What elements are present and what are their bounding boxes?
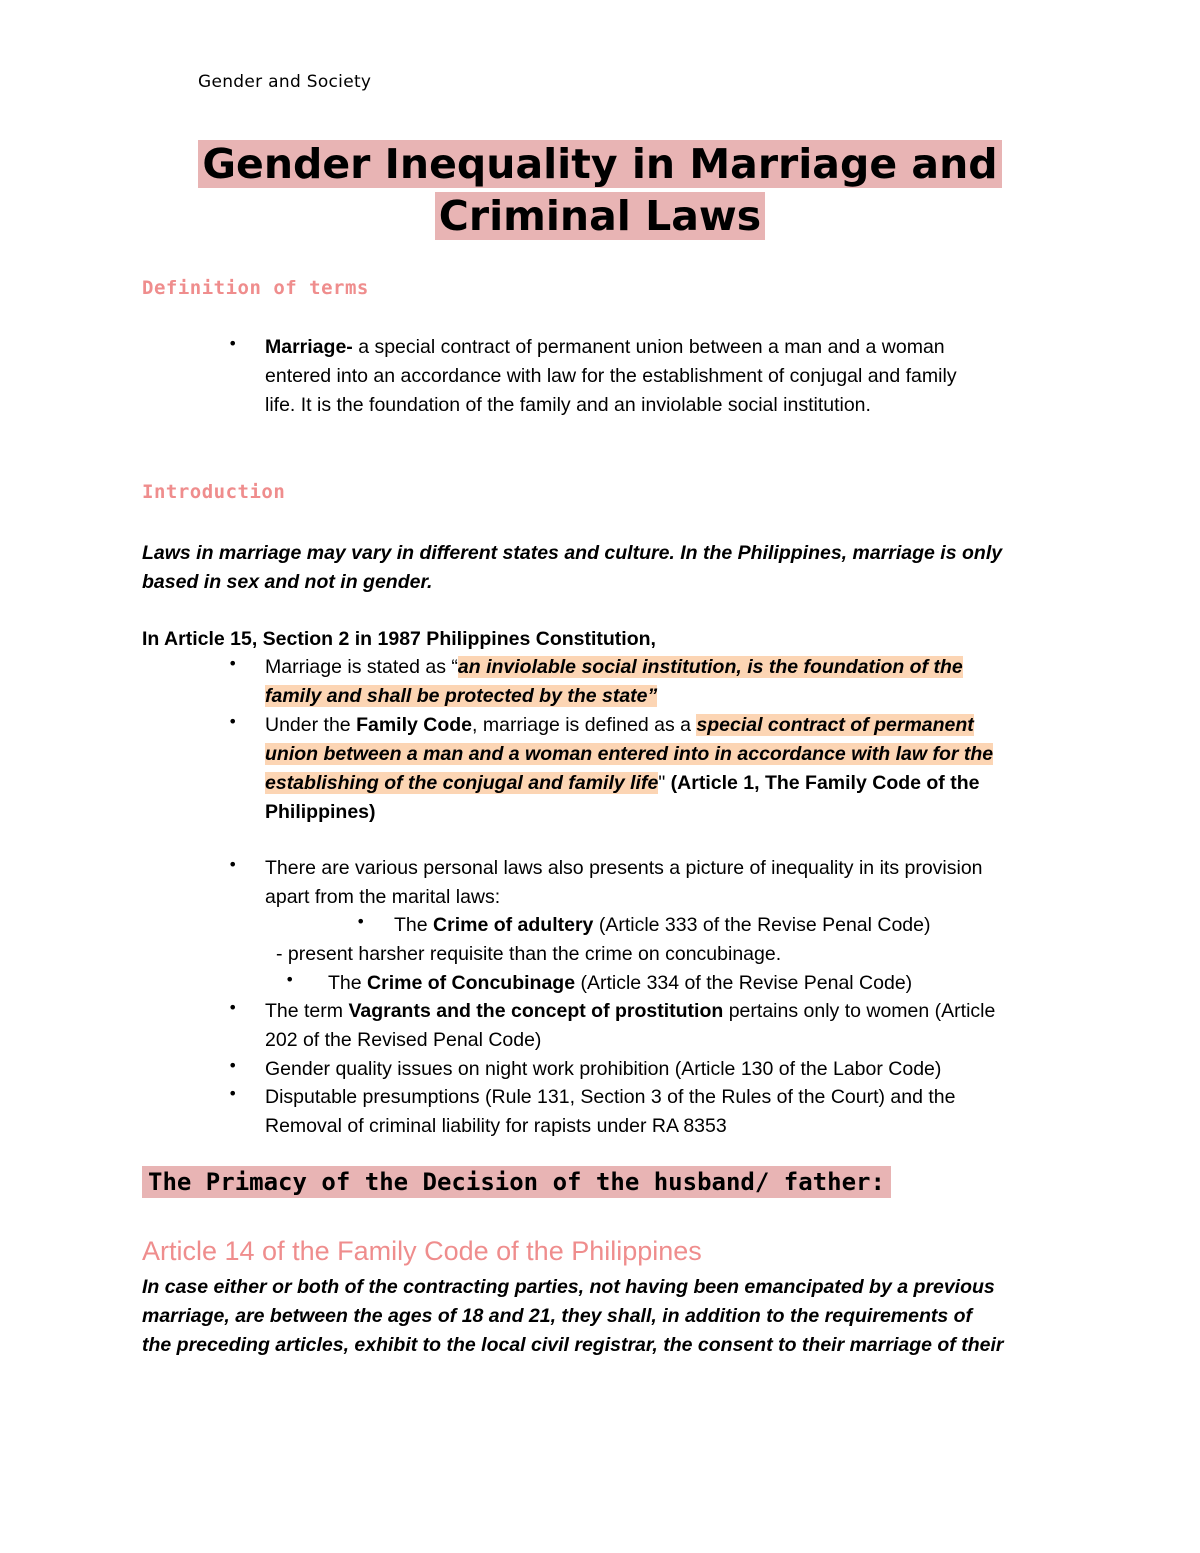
bullet-icon: • <box>228 654 238 673</box>
primacy-heading: The Primacy of the Decision of the husband/ father: <box>142 1166 891 1198</box>
article-15-line: In Article 15, Section 2 in 1987 Philippines Constitution, <box>142 628 656 650</box>
bullet-icon: • <box>228 334 238 353</box>
document-title-line-2: Criminal Laws <box>0 192 1200 240</box>
definition-marriage: Marriage- a special contract of permanent union between a man and a woman entered into an accordance with law for the establishment of conjugal and family life. It is the foundation of the family and an inviolable social institution. <box>265 336 957 416</box>
bullet-family-code: Under the Family Code, marriage is defined as a special contract of permanent union between a man and a woman entered into in accordance with law for the establishing of the conjugal and family life" (Article 1, The Family Code of the Philippines) <box>265 714 994 823</box>
bullet-vagrants: The term Vagrants and the concept of prostitution pertains only to women (Article 202 of the Revised Penal Code) <box>265 1000 996 1051</box>
definition-heading: Definition of terms <box>142 277 369 299</box>
adultery-note: - present harsher requisite than the crime on concubinage. <box>276 943 782 965</box>
article-14-text: In case either or both of the contracting parties, not having been emancipated by a previous marriage, are between the ages of 18 and 21, they shall, in addition to the requirements of the preceding articles, exhibit to the local civil registrar, the consent to their marriage of their <box>142 1276 1004 1356</box>
article-14-heading: Article 14 of the Family Code of the Philippines <box>142 1236 702 1266</box>
bullet-icon: • <box>228 712 238 731</box>
introduction-paragraph: Laws in marriage may vary in different states and culture. In the Philippines, marriage is only based in sex and not in gender. <box>142 542 1003 593</box>
bullet-disputable-presumptions: Disputable presumptions (Rule 131, Section 3 of the Rules of the Court) and the Removal of criminal liability for rapists under RA 8353 <box>265 1086 956 1137</box>
bullet-icon: • <box>285 970 295 989</box>
bullet-personal-laws: There are various personal laws also presents a picture of inequality in its provision apart from the marital laws: <box>265 857 983 908</box>
definition-term: Marriage- <box>265 336 353 358</box>
document-title-line-1: Gender Inequality in Marriage and <box>0 140 1200 188</box>
bullet-icon: • <box>228 1056 238 1075</box>
bullet-icon: • <box>228 855 238 874</box>
bullet-icon: • <box>228 998 238 1017</box>
bullet-night-work: Gender quality issues on night work prohibition (Article 130 of the Labor Code) <box>265 1058 942 1080</box>
bullet-icon: • <box>356 912 366 931</box>
page-header: Gender and Society <box>198 72 372 92</box>
sub-bullet-adultery: The Crime of adultery (Article 333 of the Revise Penal Code) <box>394 914 931 936</box>
introduction-heading: Introduction <box>142 481 286 503</box>
sub-bullet-concubinage: The Crime of Concubinage (Article 334 of the Revise Penal Code) <box>328 972 913 994</box>
bullet-constitution-quote: Marriage is stated as “an inviolable social institution, is the foundation of the family and shall be protected by the state” <box>265 656 963 707</box>
bullet-icon: • <box>228 1084 238 1103</box>
